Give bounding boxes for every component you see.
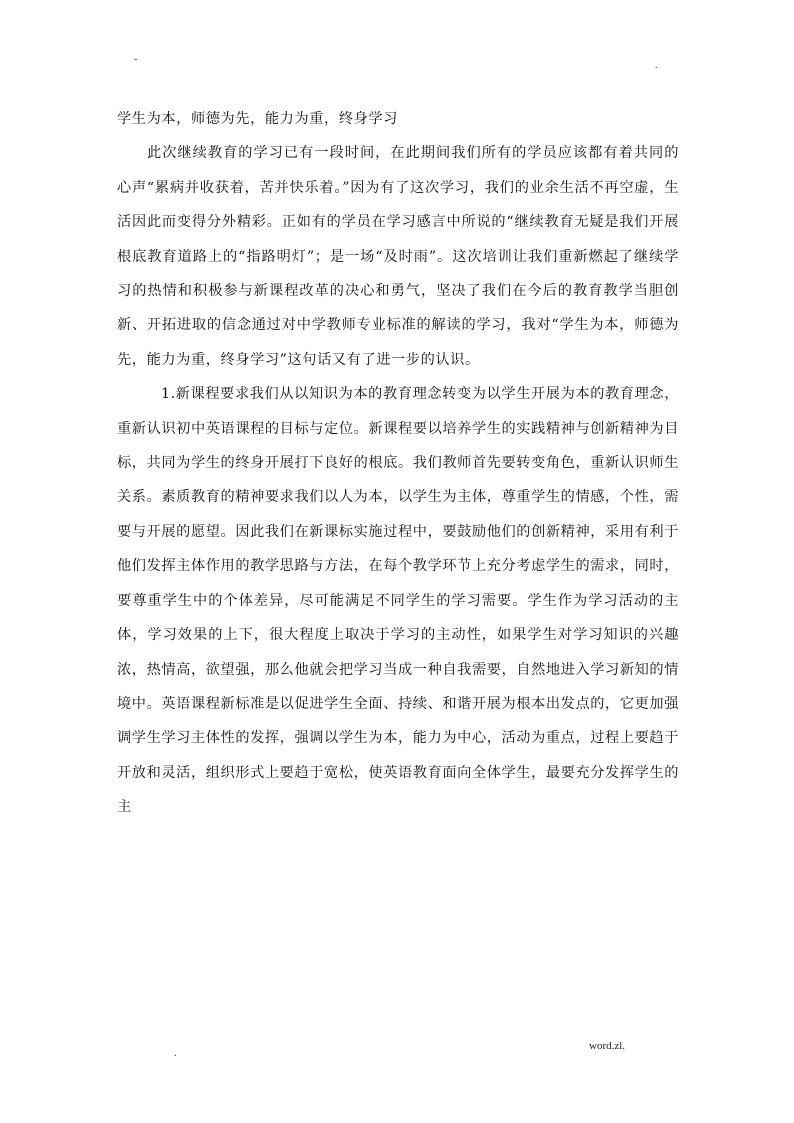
- page-footer: word.zl.: [589, 1040, 626, 1052]
- paragraph-intro: 此次继续教育的学习已有一段时间，在此期间我们所有的学员应该都有着共同的心声“累病并收获着，苦并快乐着。”因为有了这次学习，我们的业余生活不再空虚，生活因此而变得分外精彩。正如有的学员在学习感言中所说的“继续教育无疑是我们开展根底教育道路上的“指路明灯”；是一场“及时雨”。这次培训让我们重新燃起了继续学习的热情和积极参与新课程改革的决心和勇气，坚决了我们在今后的教育教学当胆创新、开拓进取的信念通过对中学教师专业标准的解读的学习，我对“学生为本，师德为先，能力为重，终身学习”这句话又有了进一步的认识。: [117, 145, 679, 368]
- page-corner-mark-top-right: .: [655, 60, 658, 71]
- page-corner-mark-bottom-left: .: [174, 1048, 177, 1059]
- document-title: 学生为本，师德为先，能力为重，终身学习: [117, 111, 398, 127]
- document-body: [117, 102, 679, 825]
- page-corner-mark-top-left: -: [134, 54, 138, 65]
- paragraph-point-1: 1.新课程要求我们从以知识为本的教育理念转变为以学生开展为本的教育理念，重新认识初中英语课程的目标与定位。新课程要以培养学生的实践精神与创新精神为目标，共同为学生的终身开展打下良好的根底。我们教师首先要转变角色，重新认识师生关系。素质教育的精神要求我们以人为本，以学生为主体，尊重学生的情感，个性，需要与开展的愿望。因此我们在新课标实施过程中，要鼓励他们的创新精神，采用有利于他们发挥主体作用的教学思路与方法，在每个教学环节上充分考虑学生的需求，同时，要尊重学生中的个体差异，尽可能满足不同学生的学习需要。学生作为学习活动的主体，学习效果的上下，很大程度上取决于学习的主动性，如果学生对学习知识的兴趣浓，热情高，欲望强，那么他就会把学习当成一种自我需要，自然地进入学习新知的情境中。英语课程新标准是以促进学生全面、持续、和谐开展为根本出发点的，它更加强调学生学习主体性的发挥，强调以学生为本，能力为中心，活动为重点，过程上要趋于开放和灵活，组织形式上要趋于宽松，使英语教育面向全体学生，最要充分发挥学生的主: [117, 386, 679, 816]
